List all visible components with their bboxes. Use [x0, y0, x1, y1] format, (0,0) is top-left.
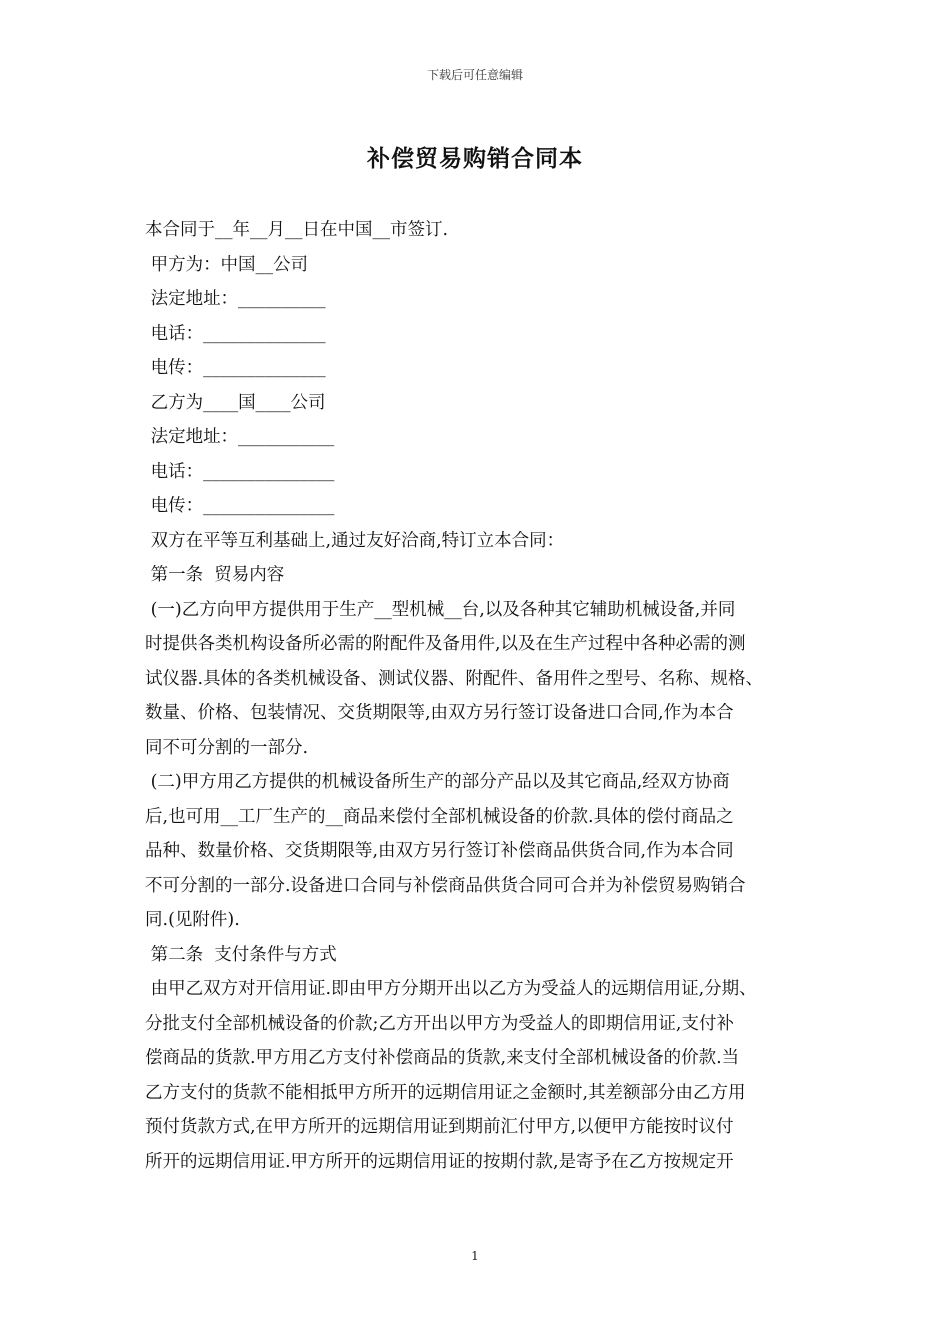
body-line: 电话：______________ — [145, 323, 326, 344]
section-heading: 第一条 贸易内容 — [145, 565, 285, 585]
document-body — [145, 213, 830, 1179]
section-heading: 第二条 支付条件与方式 — [145, 944, 337, 965]
body-line: 偿商品的货款.甲方用乙方支付补偿商品的货款,来支付全部机械设备的价款.当 — [145, 1048, 740, 1068]
body-line: 后,也可用__工厂生产的__商品来偿付全部机械设备的价款.具体的偿付商品之 — [145, 806, 734, 827]
body-line: 品种、数量价格、交货期限等,由双方另行签订补偿商品供货合同,作为本合同 — [145, 841, 734, 861]
body-line: (一)乙方向甲方提供用于生产__型机械__台,以及各种其它辅助机械设备,并同 — [145, 599, 736, 620]
body-line: 同不可分割的一部分. — [145, 737, 309, 758]
body-line: 时提供各类机构设备所必需的附配件及备用件,以及在生产过程中各种必需的测 — [145, 634, 746, 654]
body-line: 乙方支付的货款不能相抵甲方所开的远期信用证之金额时,其差额部分由乙方用 — [145, 1082, 746, 1103]
body-line: 双方在平等互利基础上,通过友好洽商,特订立本合同： — [145, 530, 565, 551]
body-line: 电传：______________ — [145, 358, 326, 378]
body-line: 电传：_______________ — [145, 496, 335, 516]
document-title: 补偿贸易购销合同本 — [367, 145, 583, 172]
body-line: 乙方为____国____公司 — [145, 392, 326, 413]
body-line: 电话：_______________ — [145, 461, 335, 482]
body-line: 数量、价格、包装情况、交货期限等,由双方另行签订设备进口合同,作为本合 — [145, 703, 734, 723]
page-number: 1 — [471, 1249, 479, 1263]
body-line: (二)甲方用乙方提供的机械设备所生产的部分产品以及其它商品,经双方协商 — [145, 772, 730, 792]
body-line: 试仪器.具体的各类机械设备、测试仪器、附配件、备用件之型号、名称、规格、 — [145, 668, 764, 689]
body-line: 同.(见附件). — [145, 910, 240, 930]
body-line: 分批支付全部机械设备的价款;乙方开出以甲方为受益人的即期信用证,支付补 — [145, 1013, 734, 1034]
body-line: 法定地址：__________ — [145, 289, 326, 309]
body-line: 预付货款方式,在甲方所开的远期信用证到期前汇付甲方,以便甲方能按时议付 — [145, 1117, 734, 1137]
body-line: 不可分割的一部分.设备进口合同与补偿商品供货合同可合并为补偿贸易购销合 — [145, 875, 746, 896]
header-note: 下载后可任意编辑 — [426, 68, 523, 82]
body-line: 所开的远期信用证.甲方所开的远期信用证的按期付款,是寄予在乙方按规定开 — [145, 1151, 734, 1172]
body-line: 由甲乙双方对开信用证.即由甲方分期开出以乙方为受益人的远期信用证,分期、 — [145, 979, 757, 999]
body-line: 法定地址：___________ — [145, 427, 335, 447]
body-line: 本合同于__年__月__日在中国__市签订. — [145, 220, 449, 240]
body-line: 甲方为：中国__公司 — [145, 254, 309, 275]
